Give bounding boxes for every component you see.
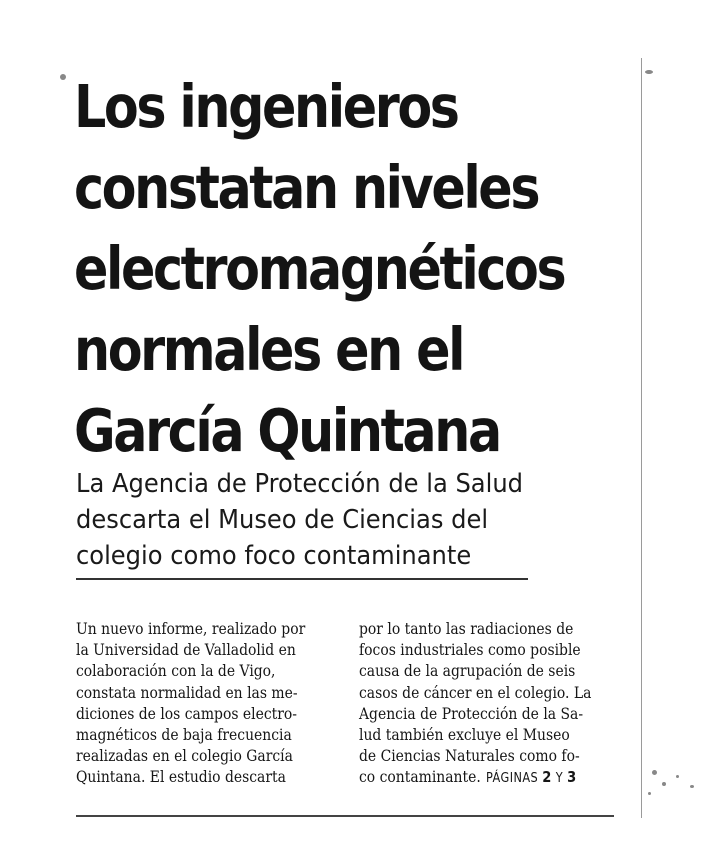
body-line: focos industriales como posible xyxy=(359,640,581,660)
page-number: 2 xyxy=(542,768,552,787)
body-line: colaboración con la de Vigo, xyxy=(76,661,276,681)
page-reference xyxy=(485,768,577,787)
body-line-end: co contaminante. xyxy=(359,767,481,787)
body-line: causa de la agrupación de seis xyxy=(359,661,576,681)
body-line: realizadas en el colegio García xyxy=(76,746,293,766)
scan-speck xyxy=(652,770,657,775)
body-column-right xyxy=(359,618,591,790)
pages-conjunction: Y xyxy=(555,771,564,787)
body-line: por lo tanto las radiaciones de xyxy=(359,619,574,638)
headline-line: constatan niveles xyxy=(74,153,539,222)
subheadline-line: descarta el Museo de Ciencias del xyxy=(76,505,489,535)
scan-speck xyxy=(60,74,66,80)
subheadline-line: La Agencia de Protección de la Salud xyxy=(76,469,524,499)
body-line: Agencia de Protección de la Sa- xyxy=(359,703,584,723)
body-line: de Ciencias Naturales como fo- xyxy=(359,746,580,766)
bottom-rule xyxy=(76,815,614,817)
scan-margin-line xyxy=(641,58,642,818)
body-line: magnéticos de baja frecuencia xyxy=(76,725,292,745)
body-line: lud también excluye el Museo xyxy=(359,725,570,745)
body-column-left xyxy=(76,618,305,788)
scan-speck xyxy=(645,70,653,74)
headline-line: electromagnéticos xyxy=(74,234,565,303)
subheadline-line: colegio como foco contaminante xyxy=(76,541,472,571)
body-line: constata normalidad en las me- xyxy=(76,682,298,702)
body-line: la Universidad de Valladolid en xyxy=(76,640,296,660)
headline-line: García Quintana xyxy=(74,396,500,465)
scan-speck xyxy=(676,775,679,778)
body-line: diciones de los campos electro- xyxy=(76,703,297,723)
divider-rule xyxy=(76,578,528,580)
scan-speck xyxy=(662,782,666,786)
body-line: casos de cáncer en el colegio. La xyxy=(359,682,592,702)
body-line: Un nuevo informe, realizado por xyxy=(76,619,306,638)
headline-line: normales en el xyxy=(74,315,464,384)
scan-speck xyxy=(648,792,651,795)
headline xyxy=(74,66,565,471)
subheadline xyxy=(76,466,597,574)
pages-label: PÁGINAS xyxy=(485,771,539,787)
headline-line: Los ingenieros xyxy=(74,72,458,141)
body-line-last xyxy=(359,766,591,789)
scan-speck xyxy=(690,785,694,788)
body-line: Quintana. El estudio descarta xyxy=(76,767,286,787)
page-number: 3 xyxy=(567,768,577,787)
